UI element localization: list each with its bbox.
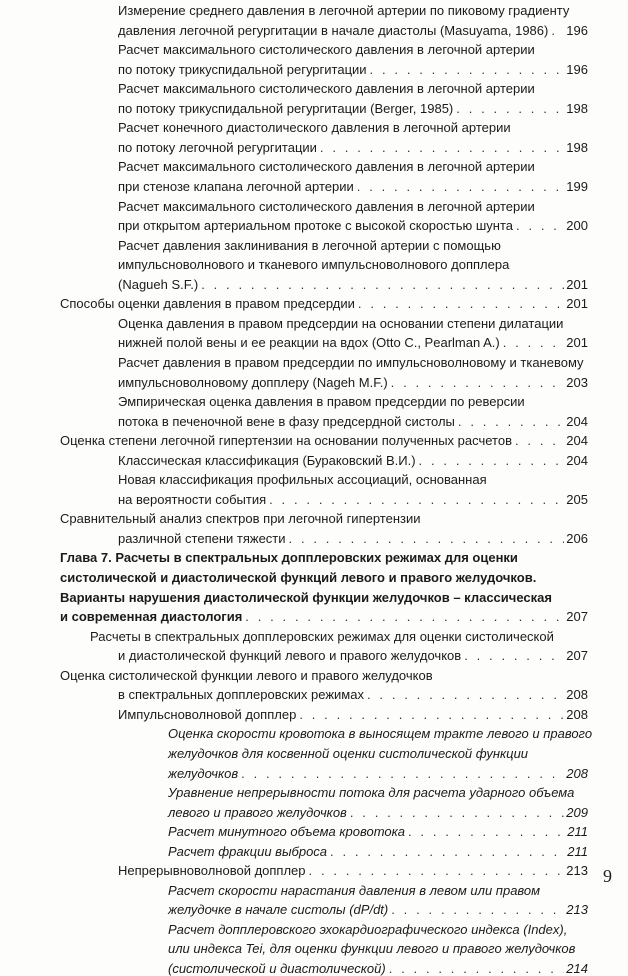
toc-entry-page: 204 [566, 452, 588, 468]
toc-entry-line-last [60, 292, 588, 311]
toc-entry-text: различной степени тяжести [118, 530, 286, 546]
toc-entry-page: 211 [567, 824, 588, 840]
toc-entry-line [118, 312, 563, 331]
toc-entry-line [168, 918, 567, 937]
toc-entry-line [118, 468, 487, 487]
toc-entry-text: (Nagueh S.F.) [118, 276, 199, 292]
toc-entry-page: 203 [566, 374, 588, 390]
toc-entry-line [60, 586, 552, 605]
dot-leader [389, 961, 565, 976]
toc-entry-line-last [118, 449, 588, 468]
toc-entry-text: Непрерывноволновой допплер [118, 863, 306, 879]
toc-entry-text: Оценка скорости кровотока в выносящем тракте левого и правого [168, 726, 593, 742]
toc-entry-page: 201 [566, 335, 588, 351]
toc-entry-page: 204 [566, 433, 588, 449]
dot-leader [458, 414, 564, 429]
toc-entry-text: Глава 7. Расчеты в спектральных допплеровских режимах для оценки [60, 550, 518, 566]
dot-leader [551, 23, 564, 38]
toc-entry-page: 200 [566, 218, 588, 234]
toc-entry-page: 204 [566, 413, 588, 429]
toc-entry-text: и диастолической функций левого и правого желудочков [118, 648, 462, 664]
toc-entry-text: или индекса Tei, для оценки функции левого и правого желудочков [168, 941, 576, 957]
toc-entry-text: в спектральных допплеровских режимах [118, 687, 364, 703]
toc-entry-text: при открытом артериальном протоке с высокой скоростью шунта [118, 218, 514, 234]
toc-entry-page: 213 [566, 902, 588, 918]
toc-entry-line [118, 390, 525, 409]
toc-entry-text: Оценка систолической функции левого и правого желудочков [60, 667, 433, 683]
toc-entry-text: Оценка давления в правом предсердии на основании степени дилатации [118, 315, 564, 331]
toc-entry-page: 207 [566, 648, 588, 664]
toc-entry-page: 208 [566, 687, 588, 703]
toc-entry-page: 206 [566, 530, 588, 546]
dot-leader [330, 844, 565, 859]
toc-entry-line [60, 507, 420, 526]
toc-entry-line [60, 566, 536, 585]
toc-entry-text: Расчет максимального систолического давления в легочной артерии [118, 198, 535, 214]
dot-leader [350, 805, 564, 820]
toc-entry-text: желудочков [168, 765, 239, 781]
toc-entry-line-last [118, 97, 588, 116]
toc-entry-line-last [118, 371, 588, 390]
toc-entry-text: Классическая классификация (Бураковский В.И.) [118, 452, 416, 468]
toc-entry-page: 201 [566, 296, 588, 312]
toc-entry-text: (систолической и диастолической) [168, 961, 386, 976]
page-number: 9 [603, 866, 612, 886]
toc-entry-text: Способы оценки давления в правом предсердии [60, 296, 355, 312]
toc-entry-text: Расчет минутного объема кровотока [168, 824, 405, 840]
toc-entry-line [118, 195, 535, 214]
toc-entry-line-last [118, 175, 588, 194]
toc-entry-line [118, 155, 535, 174]
toc-entry-text: потока в печеночной вене в фазу предсердной систолы [118, 413, 455, 429]
toc-entry-line-last [118, 683, 588, 702]
toc-entry-page: 199 [566, 179, 588, 194]
dot-leader [464, 648, 564, 663]
toc-entry-text: левого и правого желудочков [168, 804, 347, 820]
toc-entry-text: давления легочной регургитации в начале диастолы (Masuyama, 1986) [118, 22, 549, 38]
toc-entry-line [90, 625, 554, 644]
toc-entry-line-last [118, 410, 588, 429]
toc-entry-text: при стенозе клапана легочной артерии [118, 179, 354, 194]
toc-entry-line [168, 742, 528, 761]
toc-entry-page: 198 [566, 100, 588, 116]
toc-entry-page: 209 [566, 804, 588, 820]
toc-entry-line-last [168, 840, 588, 859]
toc-entry-text: Расчет максимального систолического давления в легочной артерии [118, 81, 535, 97]
toc-entry-text: Расчет максимального систолического давления в легочной артерии [118, 42, 535, 58]
toc-entry-text: Расчет давления в правом предсердии по импульсноволновому и тканевому [118, 354, 584, 370]
dot-leader [245, 609, 564, 624]
toc-entry-text: Расчет допплеровского эхокардиографического индекса (Index), [168, 921, 568, 937]
dot-leader [456, 101, 564, 116]
dot-leader [309, 863, 565, 878]
toc-entry-line-last [118, 331, 588, 350]
toc-entry-page: 205 [566, 491, 588, 507]
dot-leader [515, 433, 564, 448]
toc-entry-line [168, 879, 540, 898]
toc-entry-line-last [168, 957, 588, 976]
toc-entry-line [118, 253, 509, 272]
toc-entry-text: Уравнение непрерывности потока для расчета ударного объема [168, 785, 575, 800]
toc-entry-line-last [118, 644, 588, 663]
toc-entry-line [168, 722, 592, 741]
toc-entry-page: 208 [566, 765, 588, 781]
toc-entry-line [60, 664, 433, 683]
toc-entry-text: по потоку легочной регургитации [118, 139, 317, 155]
toc-entry-line-last [118, 214, 588, 233]
toc-entry-text: желудочке в начале систолы (dP/dt) [168, 902, 389, 918]
dot-leader [367, 687, 564, 702]
toc-entry-text: Расчет скорости нарастания давления в левом или правом [168, 882, 541, 898]
toc-entry-text: Варианты нарушения диастолической функции желудочков – классическая [60, 589, 552, 605]
dot-leader [357, 179, 565, 194]
toc-entry-line-last [168, 801, 588, 820]
toc-entry-line [168, 781, 574, 800]
dot-leader [201, 277, 564, 292]
toc-entry-text: по потоку трикуспидальной регургитации (Berger, 1985) [118, 100, 454, 116]
toc-entry-line-last [118, 19, 588, 38]
toc-entry-page: 207 [566, 609, 588, 625]
dot-leader [299, 707, 564, 722]
toc-entry-text: систолической и диастолической функций левого и правого желудочков. [60, 570, 537, 585]
toc-entry-page: 214 [566, 961, 588, 976]
dot-leader [358, 296, 564, 311]
toc-entry-line [118, 38, 535, 57]
toc-entry-text: Оценка степени легочной гипертензии на основании полученных расчетов [60, 433, 512, 449]
toc-entry-line-last [168, 898, 588, 917]
toc-entry-line [118, 234, 501, 253]
toc-entry-text: и современная диастология [60, 609, 243, 625]
toc-entry-page: 196 [566, 61, 588, 77]
toc-entry-text: нижней полой вены и ее реакции на вдох (Otto C., Pearlman A.) [118, 335, 500, 351]
toc-entry-line-last [118, 58, 588, 77]
toc-entry-text: Сравнительный анализ спектров при легочной гипертензии [60, 511, 421, 527]
toc-entry-line-last [118, 527, 588, 546]
dot-leader [391, 375, 565, 390]
toc-entry-page: 211 [567, 843, 588, 859]
toc-entry-page: 208 [566, 706, 588, 722]
dot-leader [241, 766, 564, 781]
toc-entry-text: Расчет давления заклинивания в легочной артерии с помощью [118, 237, 501, 253]
toc-entry-text: импульсноволнового и тканевого импульсноволнового допплера [118, 257, 510, 273]
toc-entry-line [118, 77, 535, 96]
toc-entry-line [168, 937, 575, 956]
toc-entry-text: импульсноволновому допплеру (Nageh M.F.) [118, 374, 388, 390]
toc-entry-line-last [60, 605, 588, 624]
dot-leader [503, 335, 565, 350]
dot-leader [320, 140, 564, 155]
toc-entry-page: 201 [566, 276, 588, 292]
dot-leader [289, 531, 565, 546]
toc-entry-line-last [118, 136, 588, 155]
toc-entry-line-last [118, 488, 588, 507]
toc-entry-line-last [118, 859, 588, 878]
dot-leader [269, 492, 564, 507]
toc-entry-text: Эмпирическая оценка давления в правом предсердии по реверсии [118, 394, 525, 409]
toc-entry-line [118, 351, 584, 370]
dot-leader [516, 218, 564, 233]
dot-leader [419, 453, 565, 468]
toc-entry-line [118, 116, 511, 135]
toc-entry-line-last [168, 762, 588, 781]
toc-entry-line [118, 0, 569, 18]
toc-entry-text: Расчет конечного диастолического давления в легочной артерии [118, 120, 511, 136]
toc-entry-line-last [168, 820, 588, 839]
toc-entry-line [60, 546, 518, 565]
toc-entry-line-last [118, 703, 588, 722]
toc-entry-text: Расчеты в спектральных допплеровских режимах для оценки систолической [90, 628, 554, 644]
toc-entry-text: на вероятности события [118, 491, 267, 507]
dot-leader [370, 62, 565, 77]
toc-entry-text: желудочков для косвенной оценки систолической функции [168, 745, 529, 761]
toc-entry-line-last [60, 429, 588, 448]
toc-entry-text: Импульсноволновой допплер [118, 706, 297, 722]
toc-entry-line-last [118, 273, 588, 292]
toc-entry-page: 198 [566, 139, 588, 155]
toc-entry-text: по потоку трикуспидальной регургитации [118, 61, 367, 77]
dot-leader [408, 824, 565, 839]
toc-entry-text: Расчет максимального систолического давления в легочной артерии [118, 159, 535, 175]
toc-entry-text: Новая классификация профильных ассоциаций, основанная [118, 472, 487, 488]
toc-entry-page: 196 [566, 22, 588, 38]
dot-leader [391, 902, 564, 917]
toc-entry-text: Измерение среднего давления в легочной артерии по пиковому градиенту [118, 3, 570, 18]
toc-entry-text: Расчет фракции выброса [168, 843, 328, 859]
toc-entry-page: 213 [566, 863, 588, 879]
